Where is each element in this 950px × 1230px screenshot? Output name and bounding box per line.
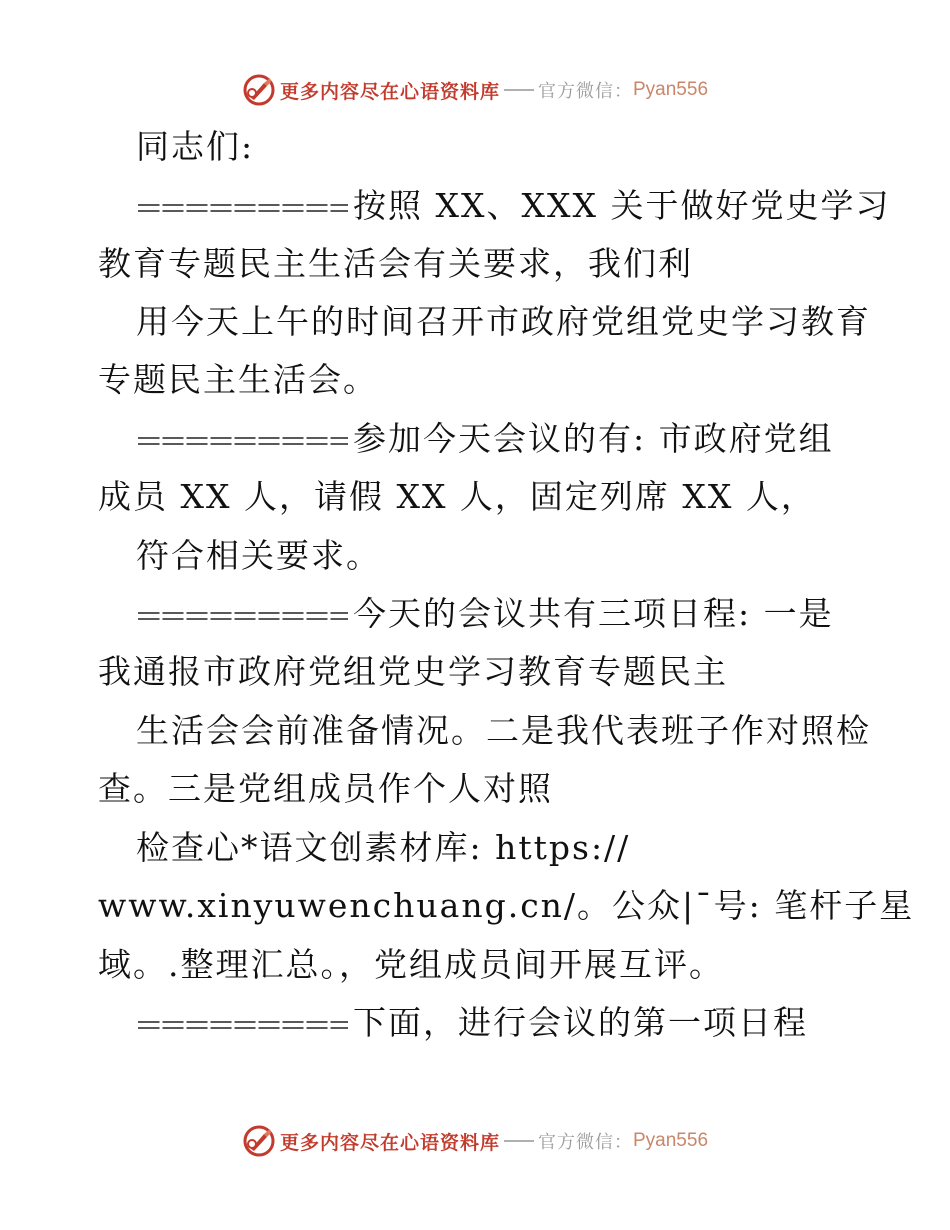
banner-official-label: 官方微信： — [538, 81, 633, 102]
salutation: 同志们: — [136, 127, 255, 166]
dash-marks-icon — [136, 1014, 351, 1036]
paragraph-line: 符合相关要求。 — [136, 536, 381, 575]
paragraph-text: 参加今天会议的有: 市政府党组 — [353, 419, 834, 458]
header-banner — [0, 70, 950, 110]
quill-logo-icon — [242, 73, 276, 107]
paragraph-text: 今天的会议共有三项日程: 一是 — [353, 594, 834, 633]
banner-brand-text: 更多内容尽在心语资料库 — [279, 1131, 500, 1154]
paragraph-line: 检查心*语文创素材库: https:// — [136, 828, 631, 867]
banner-official-label: 官方微信： — [538, 1132, 633, 1153]
paragraph-line — [136, 594, 834, 634]
banner-divider — [504, 89, 534, 91]
dash-marks-icon — [136, 197, 351, 219]
paragraph-line: www.xinyuwenchuang.cn/。公众|¯号: 笔杆子星 — [98, 886, 915, 925]
dash-marks-icon — [136, 605, 351, 627]
paragraph-line: 域。.整理汇总。，党组成员间开展互评。 — [98, 945, 724, 984]
banner-divider — [504, 1140, 534, 1142]
footer-banner — [0, 1121, 950, 1161]
paragraph-line: 教育专题民主生活会有关要求，我们利 — [98, 244, 693, 283]
paragraph-line: 我通报市政府党组党史学习教育专题民主 — [98, 652, 728, 691]
paragraph-line: 用今天上午的时间召开市政府党组党史学习教育 — [136, 302, 871, 341]
paragraph-line: 专题民主生活会。 — [98, 360, 378, 399]
paragraph-line — [136, 1003, 808, 1043]
paragraph-line: 成员 XX 人，请假 XX 人，固定列席 XX 人， — [98, 477, 816, 516]
banner-wechat-id: Pyan556 — [633, 1130, 709, 1151]
quill-logo-icon — [242, 1124, 276, 1158]
paragraph-line: 生活会会前准备情况。二是我代表班子作对照检 — [136, 711, 871, 750]
paragraph-line — [136, 419, 834, 459]
paragraph-text: 按照 XX、XXX 关于做好党史学习 — [353, 186, 891, 225]
banner-wechat-id: Pyan556 — [633, 79, 709, 100]
paragraph-line — [136, 186, 890, 226]
paragraph-text: 下面，进行会议的第一项日程 — [353, 1003, 808, 1042]
paragraph-line: 查。三是党组成员作个人对照 — [98, 769, 553, 808]
banner-brand-text: 更多内容尽在心语资料库 — [279, 80, 500, 103]
dash-marks-icon — [136, 430, 351, 452]
